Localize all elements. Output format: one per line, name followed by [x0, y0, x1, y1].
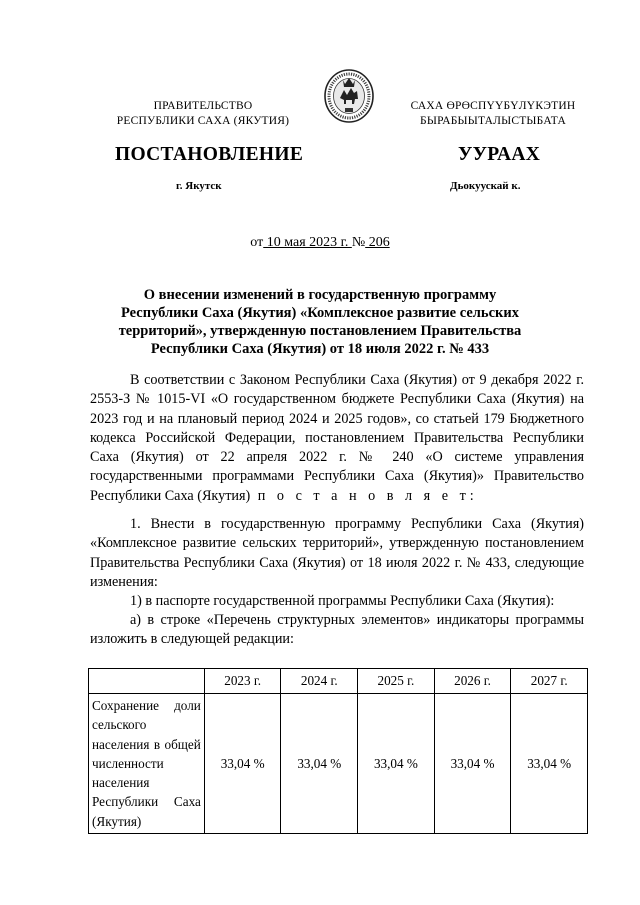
coat-of-arms-emblem-icon [323, 68, 375, 124]
clause-1-paragraph: 1. Внести в государственную программу Республики Саха (Якутия) «Комплексное развитие сельских территорий», утвержденную постановлением Правительства Республики Саха (Якутия) от 18 июля 2022 г. № 433, следующие изменения: [90, 516, 584, 590]
table-cell: 33,04 % [204, 694, 281, 834]
date-prefix: от [250, 235, 264, 250]
document-date: 10 мая 2023 г. [263, 235, 352, 250]
issuer-ru-line2: РЕСПУБЛИКИ САХА (ЯКУТИЯ) [116, 115, 290, 127]
preamble-text: В соответствии с Законом Республики Саха (Якутия) от 9 декабря 2022 г. 2553-З № 1015-VI «О государственном бюджете Республики Саха (Якутия) на 2023 год и на плановый период 2024 и 2025 годов», со статьей 179 Бюджетного кодекса Российской Федерации, постановлением Правительства Республики Саха (Якутия) от 22 апреля 2022 г. № 240 «О системе управления государственными программами Республики Саха (Якутия)» Правительство Республики Саха (Якутия) [90, 372, 584, 504]
table-header-cell: 2024 г. [281, 669, 358, 694]
date-number-line [0, 235, 640, 251]
table-row [89, 694, 588, 834]
document-title: О внесении изменений в государственную программу Республики Саха (Якутия) «Комплексное развитие сельских территорий», утвержденную постановлением Правительства Республики Саха (Якутия) от 18 июля 2022 г. № 433 [118, 287, 522, 357]
issuer-sah-line2: БЫРАБЫЫТАЛЫСТЫБАТА [420, 115, 566, 127]
doc-type-sah: УУРААХ [458, 144, 541, 165]
issuer-ru-line1: ПРАВИТЕЛЬСТВО [153, 100, 253, 112]
table-header-cell: 2026 г. [434, 669, 511, 694]
indicators-table [88, 668, 588, 834]
subclause-a-paragraph: а) в строке «Перечень структурных элементов» индикаторы программы изложить в следующей редакции: [90, 612, 584, 648]
table-header-cell: 2027 г. [511, 669, 588, 694]
table-cell: 33,04 % [281, 694, 358, 834]
table-header-cell: 2025 г. [358, 669, 435, 694]
table-cell: 33,04 % [358, 694, 435, 834]
table-cell: 33,04 % [434, 694, 511, 834]
issuer-sah [378, 99, 608, 129]
preamble-paragraph [90, 371, 584, 506]
document-number: 206 [365, 235, 390, 250]
number-sign: № [351, 235, 366, 250]
resolves-word: п о с т а н о в л я е т: [250, 487, 478, 504]
doc-type-ru: ПОСТАНОВЛЕНИЕ [115, 144, 304, 165]
table-header-row [89, 669, 588, 694]
issuer-ru [88, 99, 318, 129]
subclause-1-paragraph: 1) в паспорте государственной программы Республики Саха (Якутия): [130, 593, 555, 609]
table-header-cell [89, 669, 205, 694]
table-cell: 33,04 % [511, 694, 588, 834]
table-header-cell: 2023 г. [204, 669, 281, 694]
issuer-sah-line1: САХА ӨРӨСПҮҮБҮЛҮКЭТИН [410, 100, 576, 112]
city-ru: г. Якутск [176, 180, 222, 192]
city-sah: Дьокуускай к. [450, 180, 521, 192]
table-row-label: Сохранение доли сельского населения в общей численности населения Республики Саха (Якутия) [89, 694, 205, 834]
